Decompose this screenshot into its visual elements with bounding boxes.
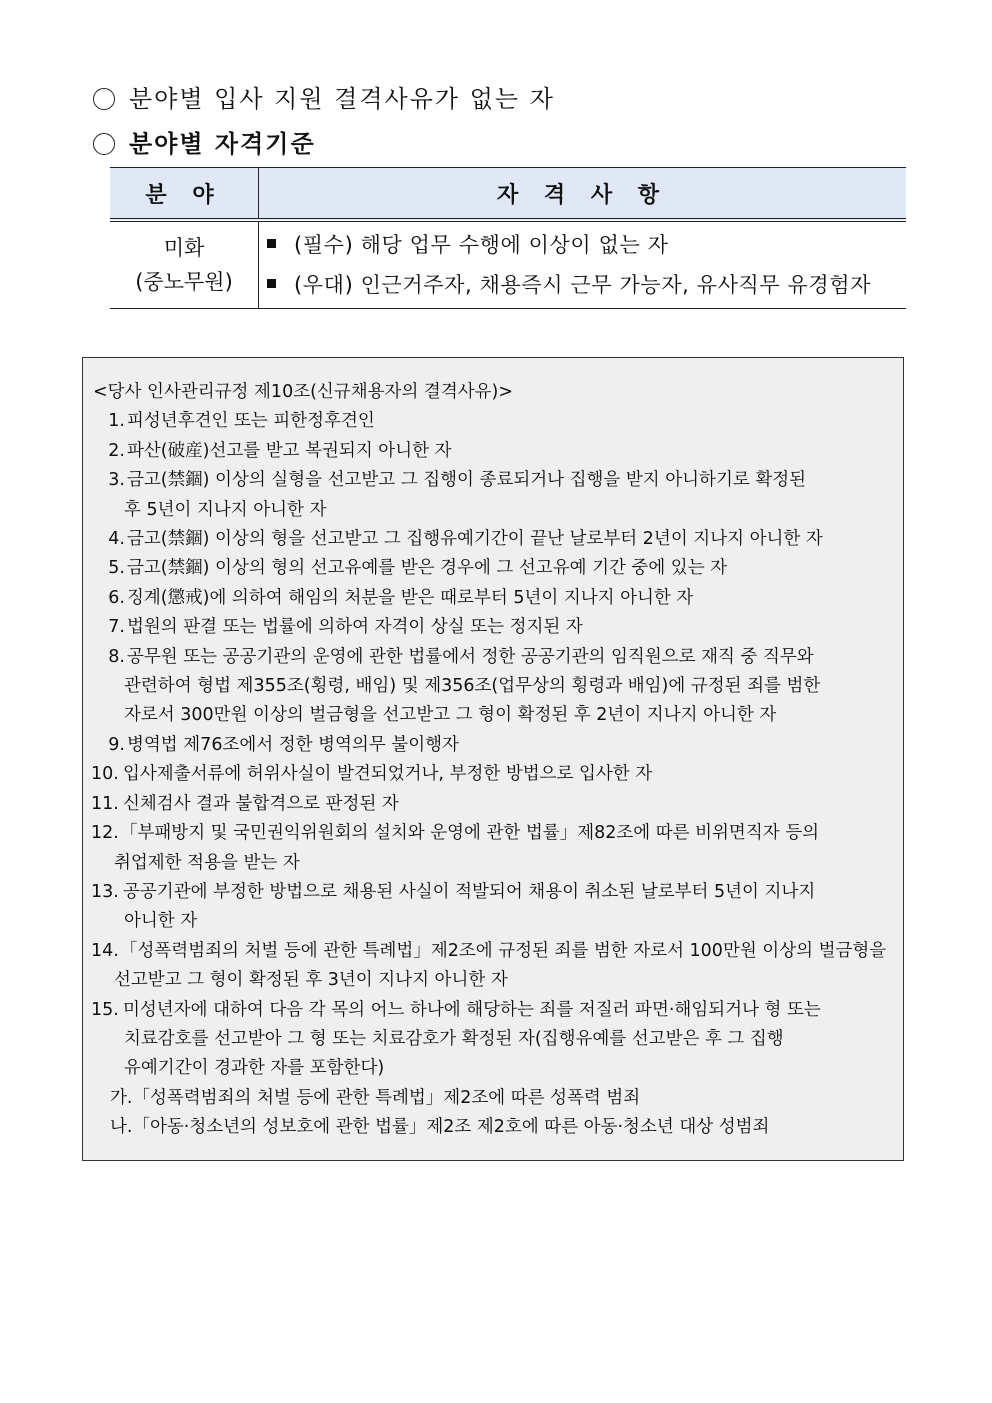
rule-item-continuation: 후 5년이 지나지 아니한 자 [124, 499, 327, 520]
rule-number: 13. [91, 881, 119, 902]
rule-item [93, 584, 913, 613]
rule-number: 2. [108, 440, 125, 461]
table-row [110, 220, 906, 309]
rule-text: 금고(禁錮) 이상의 실형을 선고받고 그 집행이 종료되거나 집행을 받지 아니하기로 확정된 [127, 470, 807, 491]
rule-text: 금고(禁錮) 이상의 형을 선고받고 그 집행유예기간이 끝난 날로부터 2년이 지나지 아니한 자 [127, 529, 823, 550]
rule-text: 피성년후견인 또는 피한정후견인 [127, 411, 375, 432]
rule-text: 미성년자에 대하여 다음 각 목의 어느 하나에 해당하는 죄를 저질러 파면·해임되거나 형 또는 [123, 999, 821, 1020]
square-bullet-icon [267, 279, 276, 288]
rule-item-continuation: 아니한 자 [124, 911, 198, 932]
square-bullet-icon [267, 239, 276, 248]
rule-number: 5. [108, 558, 125, 579]
rule-number: 7. [108, 617, 125, 638]
rule-text: 「성폭력범죄의 처벌 등에 관한 특례법」제2조에 규정된 죄를 범한 자로서 100만원 이상의 벌금형을 [120, 940, 887, 961]
rule-number: 11. [91, 793, 119, 814]
rule-number: 9. [108, 734, 125, 755]
field-name: 미화 [163, 236, 205, 260]
rule-item [93, 731, 913, 760]
rule-item [93, 554, 913, 583]
rule-item [93, 613, 913, 642]
qualification-table [110, 167, 906, 309]
rule-item [93, 437, 913, 466]
section-heading-eligibility [93, 79, 555, 114]
rule-item-continuation: 유예기간이 경과한 자를 포함한다) [124, 1058, 385, 1079]
rule-number: 1. [108, 411, 125, 432]
requirement-cell [259, 220, 907, 309]
rule-text: 공공기관에 부정한 방법으로 채용된 사실이 적발되어 채용이 취소된 날로부터 5년이 지나지 [123, 881, 816, 902]
rules-list [83, 407, 903, 1083]
table-header-requirement: 자 격 사 항 [259, 168, 907, 221]
rule-item [93, 466, 913, 495]
rule-item-continuation: 선고받고 그 형이 확정된 후 3년이 지나지 아니한 자 [114, 970, 508, 991]
rule-item [93, 525, 913, 554]
rule-item-continuation: 자로서 300만원 이상의 벌금형을 선고받고 그 형이 확정된 후 2년이 지나지 아니한 자 [124, 705, 777, 726]
field-subname: (중노무원) [135, 270, 233, 294]
rule-sub-item-b: 나.「아동·청소년의 성보호에 관한 법률」제2조 제2호에 따른 아동·청소년 대상 성범죄 [110, 1117, 770, 1138]
rule-item-continuation: 치료감호를 선고받아 그 형 또는 치료감호가 확정된 자(집행유예를 선고받은 후 그 집행 [124, 1028, 784, 1049]
rule-number: 14. [91, 940, 119, 961]
circle-bullet-icon [93, 88, 115, 110]
rule-number: 4. [108, 529, 125, 550]
rule-text: 금고(禁錮) 이상의 형의 선고유예를 받은 경우에 그 선고유예 기간 중에 있는 자 [127, 558, 728, 579]
field-cell [110, 220, 259, 309]
disqualification-rules-box [82, 357, 904, 1161]
heading-text: 분야별 입사 지원 결격사유가 없는 자 [129, 85, 555, 113]
rule-item [93, 407, 913, 436]
section-heading-qualifications [93, 124, 316, 159]
requirement-required-text: (필수) 해당 업무 수행에 이상이 없는 자 [294, 233, 669, 257]
rule-number: 8. [108, 646, 125, 667]
rule-text: 공무원 또는 공공기관의 운영에 관한 법률에서 정한 공공기관의 임직원으로 재직 중 직무와 [127, 646, 814, 667]
rules-title: <당사 인사관리규정 제10조(신규채용자의 결격사유)> [93, 382, 514, 402]
rule-item [93, 819, 913, 848]
rule-number: 10. [91, 764, 119, 785]
table-header-field: 분 야 [110, 168, 259, 221]
rule-sub-item-a: 가.「성폭력범죄의 처벌 등에 관한 특례법」제2조에 따른 성폭력 범죄 [110, 1087, 641, 1108]
rule-number: 6. [108, 587, 125, 608]
rule-text: 신체검사 결과 불합격으로 판정된 자 [123, 793, 399, 814]
rule-item-continuation: 취업제한 적용을 받는 자 [114, 852, 300, 873]
requirement-preferred [267, 265, 906, 305]
requirement-required [267, 225, 906, 265]
rule-number: 12. [91, 823, 119, 844]
rule-text: 징계(懲戒)에 의하여 해임의 처분을 받은 때로부터 5년이 지나지 아니한 자 [127, 587, 694, 608]
rule-number: 3. [108, 470, 125, 491]
rule-text: 파산(破産)선고를 받고 복권되지 아니한 자 [127, 440, 452, 461]
rule-item [93, 790, 913, 819]
circle-bullet-icon [93, 133, 115, 155]
rule-item [93, 878, 913, 907]
rule-text: 법원의 판결 또는 법률에 의하여 자격이 상실 또는 정지된 자 [127, 617, 583, 638]
rule-item [93, 996, 913, 1025]
rule-text: 병역법 제76조에서 정한 병역의무 불이행자 [127, 734, 459, 755]
heading-text: 분야별 자격기준 [129, 130, 316, 158]
rule-text: 「부패방지 및 국민권익위원회의 설치와 운영에 관한 법률」제82조에 따른 비위면직자 등의 [120, 823, 820, 844]
rule-item-continuation: 관련하여 형법 제355조(횡령, 배임) 및 제356조(업무상의 횡령과 배임)에 규정된 죄를 범한 [124, 676, 821, 697]
rule-item [93, 937, 913, 966]
rule-text: 입사제출서류에 허위사실이 발견되었거나, 부정한 방법으로 입사한 자 [123, 764, 653, 785]
requirement-preferred-text: (우대) 인근거주자, 채용즉시 근무 가능자, 유사직무 유경험자 [294, 273, 872, 297]
rule-number: 15. [91, 999, 119, 1020]
rule-item [93, 643, 913, 672]
rule-item [93, 760, 913, 789]
